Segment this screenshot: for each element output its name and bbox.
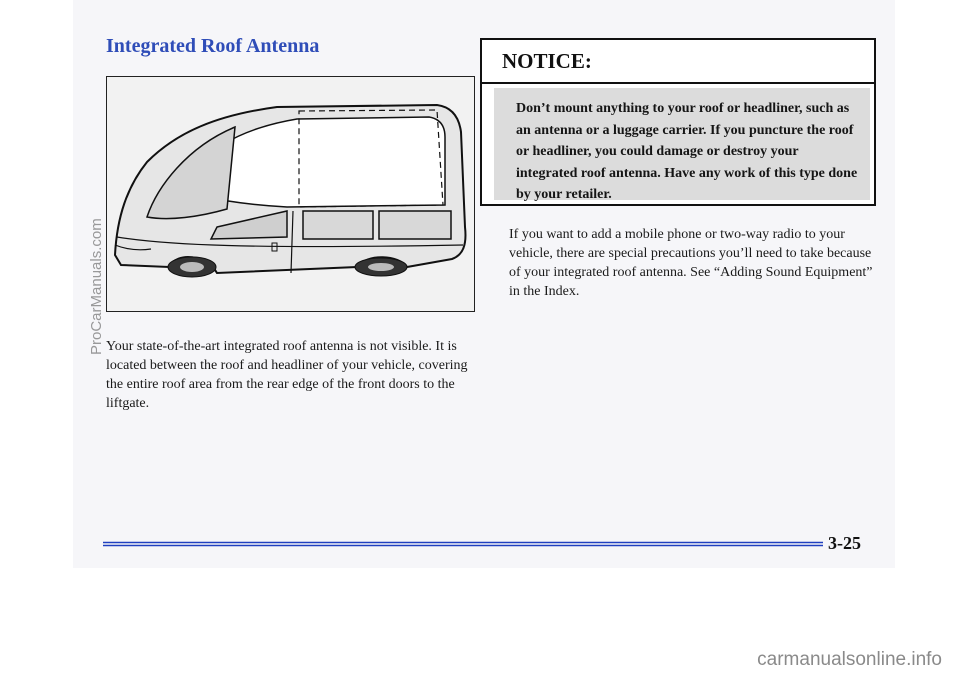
footer-rule [103,541,823,547]
notice-box [480,38,876,206]
mobile-phone-precautions-text: If you want to add a mobile phone or two-way radio to your vehicle, there are special precautions you’ll need to take because of your integrated roof antenna. See “Adding Sound Equipment” in the Index. [509,227,873,299]
notice-title: NOTICE: [482,40,874,84]
van-roof-antenna-illustration [106,76,475,312]
notice-body [494,88,870,200]
notice-text: Don’t mount anything to your roof or headliner, such as an antenna or a luggage carrier. If you puncture the roof or headliner, you could damage or destroy your integrated roof antenna. Have any work of this type done by your retailer. [516,101,858,202]
footer-watermark: carmanualsonline.info [757,649,942,670]
side-watermark: ProCarManuals.com [88,218,105,355]
page-number: 3-25 [828,533,861,553]
antenna-description-text: Your state-of-the-art integrated roof antenna is not visible. It is located between the roof and headliner of your vehicle, covering the entire roof area from the rear edge of the front doors to the liftgate. [106,339,468,411]
minivan-drawing [107,77,474,311]
section-heading: Integrated Roof Antenna [106,35,320,57]
